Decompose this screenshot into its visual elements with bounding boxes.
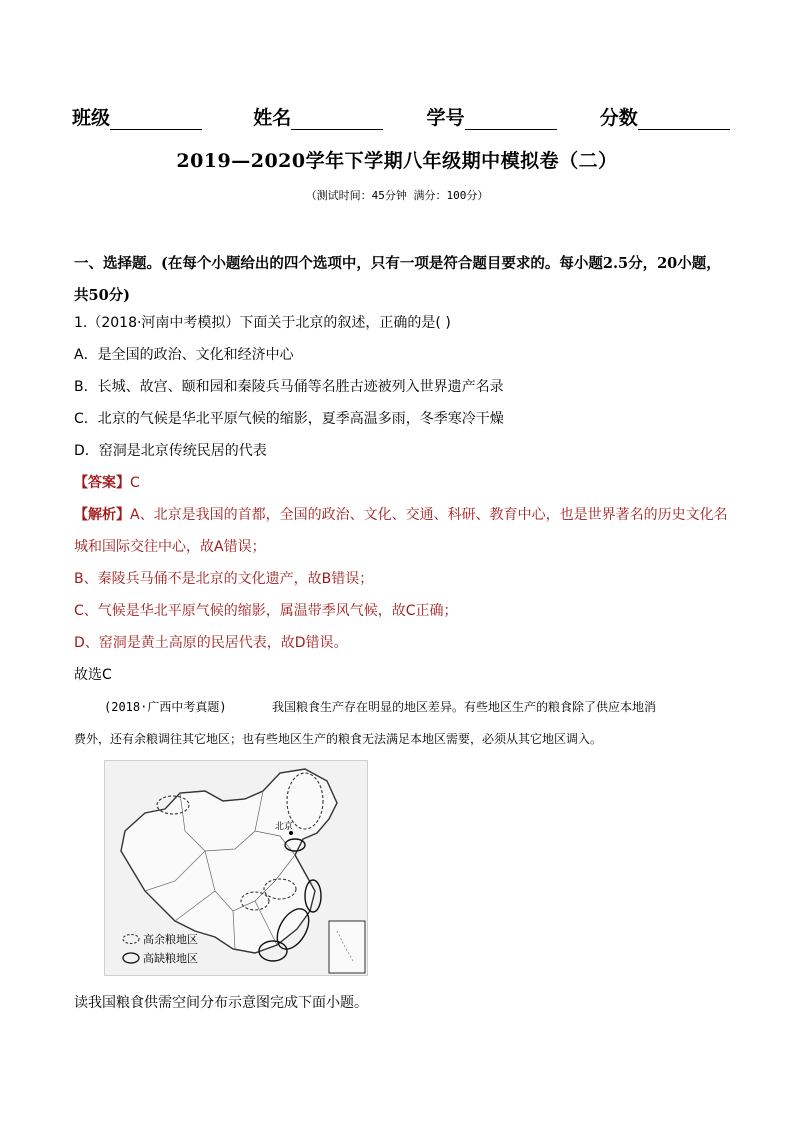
grain-distribution-map bbox=[104, 760, 368, 976]
option-a: A．是全国的政治、文化和经济中心 bbox=[74, 347, 294, 363]
analysis-line-1 bbox=[74, 505, 734, 525]
q2-instruction: 读我国粮食供需空间分布示意图完成下面小题。 bbox=[74, 995, 368, 1011]
q2-source: (2018·广西中考真题) bbox=[104, 700, 227, 714]
number-blank[interactable] bbox=[465, 111, 557, 130]
name-blank[interactable] bbox=[291, 111, 383, 130]
china-map-svg bbox=[105, 761, 367, 975]
south-china-sea-inset bbox=[329, 921, 365, 973]
analysis-line-2: 城和国际交往中心，故A错误； bbox=[74, 539, 266, 555]
score-label: 分数 bbox=[599, 107, 638, 129]
class-blank[interactable] bbox=[110, 111, 202, 130]
analysis-text-1: A、北京是我国的首都，全国的政治、文化、交通、科研、教育中心，也是世界著名的历史文化名 bbox=[130, 507, 728, 523]
section-heading: 一、选择题。(在每个小题给出的四个选项中，只有一项是符合题目要求的。每小题2.5分，20小题，共50分) bbox=[74, 255, 721, 304]
answer-tag: 【答案】 bbox=[74, 475, 130, 491]
name-label: 姓名 bbox=[253, 107, 292, 129]
analysis-tag: 【解析】 bbox=[74, 507, 130, 523]
score-blank[interactable] bbox=[638, 111, 730, 130]
beijing-label: 北京 bbox=[275, 822, 294, 832]
legend-surplus-icon bbox=[123, 935, 139, 944]
legend-surplus-label: 高余粮地区 bbox=[143, 933, 198, 946]
conclusion: 故选C bbox=[74, 667, 112, 683]
class-label: 班级 bbox=[72, 107, 111, 129]
option-b: B．长城、故宫、颐和园和秦陵兵马俑等名胜古迹被列入世界遗产名录 bbox=[74, 379, 504, 395]
q2-intro-line-1: 我国粮食生产存在明显的地区差异。有些地区生产的粮食除了供应本地消 bbox=[272, 700, 657, 714]
analysis-line-4: C、气候是华北平原气候的缩影，属温带季风气候，故C正确； bbox=[74, 603, 458, 619]
analysis-line-5: D、窑洞是黄土高原的民居代表，故D错误。 bbox=[74, 635, 348, 651]
answer-line bbox=[74, 473, 734, 493]
exam-title: 2019—2020学年下学期八年级期中模拟卷（二） bbox=[176, 150, 618, 172]
option-d: D．窑洞是北京传统民居的代表 bbox=[74, 443, 267, 459]
q2-intro-line-2: 费外，还有余粮调往其它地区；也有些地区生产的粮食无法满足本地区需要，必须从其它地区调入。 bbox=[74, 732, 603, 746]
analysis-line-3: B、秦陵兵马俑不是北京的文化遗产，故B错误； bbox=[74, 571, 374, 587]
number-label: 学号 bbox=[426, 107, 465, 129]
china-outline bbox=[121, 769, 337, 953]
legend-deficit-icon bbox=[123, 953, 139, 963]
answer-value: C bbox=[130, 475, 140, 491]
question-1-stem: 1.（2018·河南中考模拟）下面关于北京的叙述，正确的是( ) bbox=[74, 315, 451, 331]
exam-subtitle: （测试时间：45分钟 满分：100分） bbox=[305, 189, 489, 202]
student-info-line bbox=[72, 103, 722, 130]
option-c: C．北京的气候是华北平原气候的缩影，夏季高温多雨，冬季寒冷干燥 bbox=[74, 411, 504, 427]
legend-deficit-label: 高缺粮地区 bbox=[143, 952, 198, 965]
